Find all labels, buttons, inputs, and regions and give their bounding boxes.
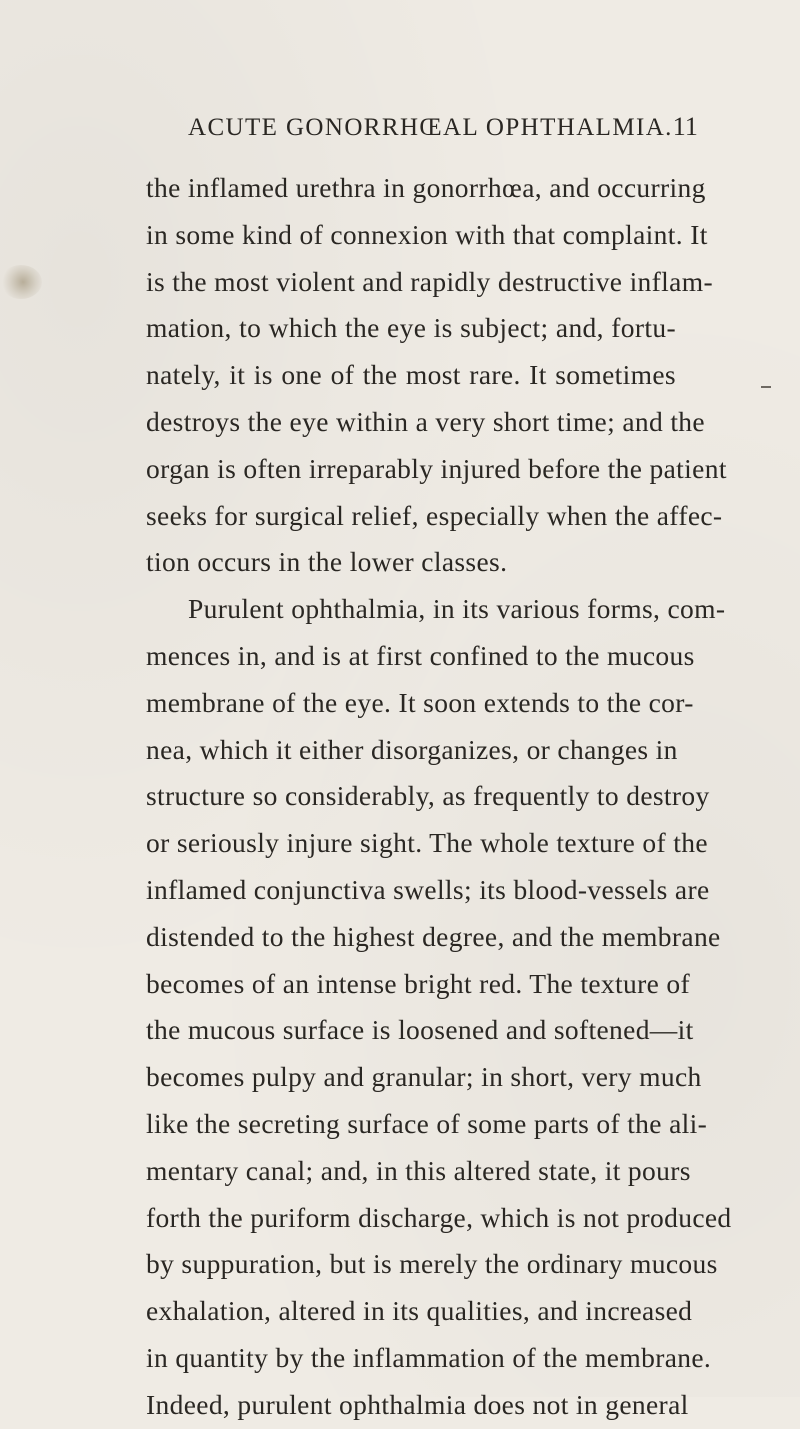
- text-line: mation, to which the eye is subject; and, fortu-: [146, 312, 676, 344]
- text-line: Purulent ophthalmia, in its various forms, com-: [188, 593, 726, 625]
- text-line: inflamed conjunctiva swells; its blood-vessels are: [146, 873, 710, 905]
- text-line: tion occurs in the lower classes.: [146, 546, 508, 578]
- header-title: ACUTE GONORRHŒAL OPHTHALMIA.: [188, 114, 673, 141]
- text-line: forth the puriform discharge, which is not produced: [146, 1201, 732, 1233]
- text-line: nea, which it either disorganizes, or changes in: [146, 733, 678, 765]
- text-line: distended to the highest degree, and the membrane: [146, 920, 721, 952]
- text-line: becomes pulpy and granular; in short, very much: [146, 1061, 702, 1093]
- text-line: nately, it is one of the most rare. It sometimes: [146, 359, 676, 391]
- text-line: in some kind of connexion with that complaint. It: [146, 218, 708, 250]
- running-header: [188, 112, 698, 142]
- text-line: seeks for surgical relief, especially when the affec-: [146, 499, 723, 531]
- text-line: like the secreting surface of some parts of the ali-: [146, 1107, 708, 1139]
- page-stain: [0, 265, 42, 299]
- text-line: mences in, and is at first confined to the mucous: [146, 639, 695, 671]
- text-line: by suppuration, but is merely the ordinary mucous: [146, 1248, 718, 1280]
- text-line: the inflamed urethra in gonorrhœa, and occurring: [146, 172, 706, 203]
- page-number: 11: [672, 112, 698, 141]
- text-line: membrane of the eye. It soon extends to the cor-: [146, 686, 694, 718]
- margin-mark: [761, 386, 771, 388]
- text-line: structure so considerably, as frequently to destroy: [146, 780, 710, 812]
- text-line: becomes of an intense bright red. The texture of: [146, 967, 690, 999]
- text-line: the mucous surface is loosened and softened—it: [146, 1014, 694, 1046]
- text-line: or seriously injure sight. The whole texture of the: [146, 827, 708, 859]
- text-line: Indeed, purulent ophthalmia does not in general: [146, 1388, 689, 1420]
- text-line: exhalation, altered in its qualities, and increased: [146, 1295, 693, 1327]
- body-text: [146, 165, 732, 1429]
- text-line: mentary canal; and, in this altered state, it pours: [146, 1154, 691, 1186]
- text-line: is the most violent and rapidly destructive inflam-: [146, 265, 713, 297]
- text-line: destroys the eye within a very short time; and the: [146, 405, 705, 437]
- text-line: in quantity by the inflammation of the membrane.: [146, 1341, 712, 1373]
- text-line: organ is often irreparably injured before the patient: [146, 452, 727, 484]
